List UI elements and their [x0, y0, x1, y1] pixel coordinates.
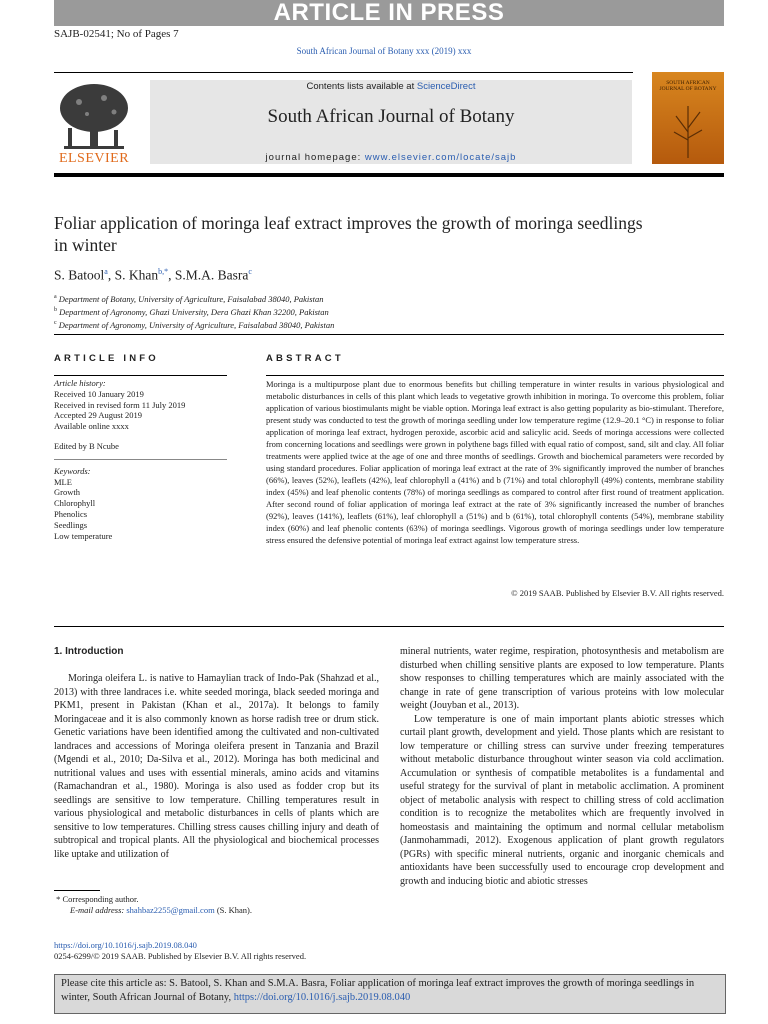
- abstract-text: Moringa is a multipurpose plant due to enormous benefits but chilling temperature in winter results in various physiological and metabolic disturbances in cells of this plant which leads to vegetative growth inhibition in moringa. To overcome this problem, foliar application of various biostimulants might be viable option. Moringa leaf extract is also getting popularity as bio-stimulant. Therefore, present study was conducted to test the growth of moringa seedling under low temperature regime (12.9–20.1 °C) in response to foliar application of moringa leaf extract, hydrogen peroxide, ascorbic acid and salicylic acid. Seeds of moringa accessions were collected from concerning locations and seedlings were grown in polythene bags filled with equal ratio of compost, sand, silt and clay. All foliar treatments were applied twice at the age of one and three months of seedlings. Growth and biochemical parameters were recorded by using standard procedures. Foliar application of moringa leaf extract at the rate of 3% significantly improved the number of branches (66%), leaves (52%), leaflets (42%), leaf chlorophyll a (41%) and b (71%) and total chlorophyll (49%) contents, membrane stability index (45%) and leaf phenolic contents (78%) of moringa seedlings as compared to control after first round of treatment application. After second round of foliar application of moringa leaf extract at the rate of 3% significantly increased the number of branches (92%), leaves (141%), leaflets (61%), leaf chlorophyll a (51%) and b (61%), total chlorophyll contents (54%), membrane stability index (60%) and leaf phenolic contents (63%) of moringa seedlings. Vigorous growth of moringa seedlings under low temperature stress ensured the defensive potential of moringa leaf extract against low temperature stress.: [266, 379, 724, 545]
- cover-title: SOUTH AFRICAN JOURNAL OF BOTANY: [659, 80, 717, 92]
- history-item: Available online xxxx: [54, 421, 129, 432]
- citation-box: [54, 974, 726, 1014]
- article-title: Foliar application of moringa leaf extract improves the growth of moringa seedlings in winter: [54, 213, 643, 255]
- issn-line: 0254-6299/© 2019 SAAB. Published by Elsevier B.V. All rights reserved.: [54, 951, 307, 961]
- history-item: Received 10 January 2019: [54, 388, 144, 399]
- keyword: Low temperature: [54, 530, 113, 541]
- abstract-heading: ABSTRACT: [266, 353, 344, 364]
- citation-text: Please cite this article as: S. Batool, S. Khan and S.M.A. Basra, Foliar application of moringa leaf extract improves the growth of moringa seedlings in winter, South African Journal of Botany,: [61, 978, 695, 1003]
- homepage-prefix: journal homepage:: [265, 152, 362, 163]
- affiliation-item: $^a$ Department of Botany, University of Agriculture, Faisalabad 38040, Pakistan: [54, 293, 324, 304]
- journal-cover-image[interactable]: [652, 72, 724, 164]
- header-divider: [54, 72, 633, 73]
- author-list: S. Batool$^a$, S. Khan$^{b,*}$, S.M.A. Basra$^c$: [54, 267, 252, 283]
- copyright-notice: © 2019 SAAB. Published by Elsevier B.V. All rights reserved.: [511, 588, 724, 598]
- history-item: Received in revised form 11 July 2019: [54, 399, 186, 410]
- section-heading-introduction: 1. Introduction: [54, 646, 124, 657]
- author-name: S. Batool: [54, 267, 105, 283]
- doi-link[interactable]: https://doi.org/10.1016/j.sajb.2019.08.040: [54, 940, 197, 950]
- keywords-label: Keywords:: [54, 465, 91, 476]
- history-label: Article history:: [54, 378, 106, 388]
- body-paragraph: Low temperature is one of main important plants abiotic stresses which curtail plant growth, development and yield. Those plants which are resistant to low temperature or chilling stress can survive under freezing temperatures without metabolic disturbance throughout winter season via cold acclimation. Accumulation or synthesis of compatible metabolites is a fundamental and useful strategy for the survival of plant in metabolic acclimation. A prominent object of metabolic analysis with respect to chilling stress of cold acclimation condition is to recognize the metabolites which are frequently involved in homeostasis and maintaining the optimum and normal cellular metabolism (Janmohammadi, 2012). Exogenous application of plant growth regulators (PGRs) with specific mineral nutrients, organic and inorganic chemicals and antioxidants have been successfully used to encourage crop development and growth and inducing biotic and abiotic stresses: [400, 713, 724, 887]
- body-paragraph: Moringa oleifera L. is native to Hamaylian track of Indo-Pak (Shahzad et al., 2013) with three landraces i.e. white seeded moringa, black seeded moringa and PKM1, present in Pakistan (Khan et al., 2017a). It belongs to family Moringaceae and it is also commonly known as horse radish tree or drum stick. Genetic variations have been identified among the cultivated and non-cultivated landraces and accessions of Moringa oleifera present in Tanzania and Brazil (Mgendi et al., 2010; Da-Silva et al., 2012). Moringa has both medicinal and nutritional values and uses with essential minerals, amino acids and vitamins (Ramachandran et al., 1980). Moringa is also used as fodder crop but its seedlings are sensitive to low temperature. Chilling temperatures result in various physiological and metabolic disturbances in cells of plants which are sensitive to low temperatures. Chilling stress causes chilling injury and death of subtropical and tropical plants. All the physiological and biochemical processes like uptake and utilization of: [54, 673, 379, 860]
- journal-title: South African Journal of Botany: [267, 106, 515, 127]
- affiliation-list: [54, 292, 334, 330]
- publisher-name: ELSEVIER: [58, 151, 130, 166]
- keyword: MLE: [54, 476, 72, 487]
- homepage-link[interactable]: www.elsevier.com/locate/sajb: [364, 152, 517, 163]
- body-left-column: [54, 672, 379, 861]
- affiliation-item: $^c$ Department of Agronomy, University of Agriculture, Faisalabad 38040, Pakistan: [54, 319, 335, 330]
- homepage-line: [150, 152, 632, 163]
- journal-reference: South African Journal of Botany xxx (2019) xxx: [296, 46, 472, 56]
- header-thick-divider: [54, 173, 724, 177]
- contents-prefix: Contents lists available at: [306, 81, 415, 92]
- article-in-press-banner: ARTICLE IN PRESS: [54, 0, 724, 26]
- citation-doi-link[interactable]: https://doi.org/10.1016/j.sajb.2019.08.040: [233, 992, 411, 1003]
- article-info-heading: ARTICLE INFO: [54, 353, 159, 364]
- keyword: Growth: [54, 487, 80, 498]
- author-name: S.M.A. Basra: [174, 267, 249, 283]
- cover-plant-icon: [670, 102, 706, 158]
- article-history: [54, 378, 227, 541]
- abstract-rule: [266, 375, 724, 376]
- body-right-column: [400, 645, 724, 888]
- doi-block: [54, 940, 306, 962]
- author-name: S. Khan: [114, 267, 159, 283]
- keyword: Phenolics: [54, 508, 88, 519]
- keyword: Chlorophyll: [54, 498, 96, 509]
- body-paragraph: mineral nutrients, water regime, respiration, photosynthesis and metabolism are disturbed when chilling sensitive plants are exposed to low temperature. Plants show responses to chilling temperatures which are mainly associated with the change in rate of gene transcription of various proteins with low molecular weight (Jouyban et al., 2013).: [400, 646, 724, 711]
- email-label: E-mail address:: [70, 905, 125, 915]
- article-info-rule: [54, 375, 227, 376]
- contents-line: [150, 81, 632, 92]
- corresponding-author-note: Corresponding author.: [62, 894, 139, 904]
- author-affil-marker[interactable]: b,*: [158, 267, 169, 276]
- email-owner: (S. Khan).: [216, 905, 252, 915]
- history-item: Accepted 29 August 2019: [54, 410, 143, 421]
- article-reference: SAJB-02541; No of Pages 7: [54, 28, 179, 40]
- abstract-end-divider: [54, 626, 724, 627]
- footnotes: * Corresponding author. E-mail address: shahbaz2255@gmail.com (S. Khan).: [54, 894, 252, 915]
- author-affil-marker[interactable]: c: [248, 267, 252, 276]
- author-email-link[interactable]: shahbaz2255@gmail.com: [126, 905, 215, 915]
- affiliation-item: $^b$ Department of Agronomy, Ghazi University, Dera Ghazi Khan 32200, Pakistan: [54, 306, 329, 317]
- edited-by: Edited by B Ncube: [54, 440, 119, 451]
- footnote-rule: [54, 890, 100, 891]
- sciencedirect-link[interactable]: ScienceDirect: [416, 81, 476, 92]
- section-divider: [54, 334, 724, 335]
- keyword: Seedlings: [54, 519, 88, 530]
- author-affil-marker[interactable]: a: [104, 267, 108, 276]
